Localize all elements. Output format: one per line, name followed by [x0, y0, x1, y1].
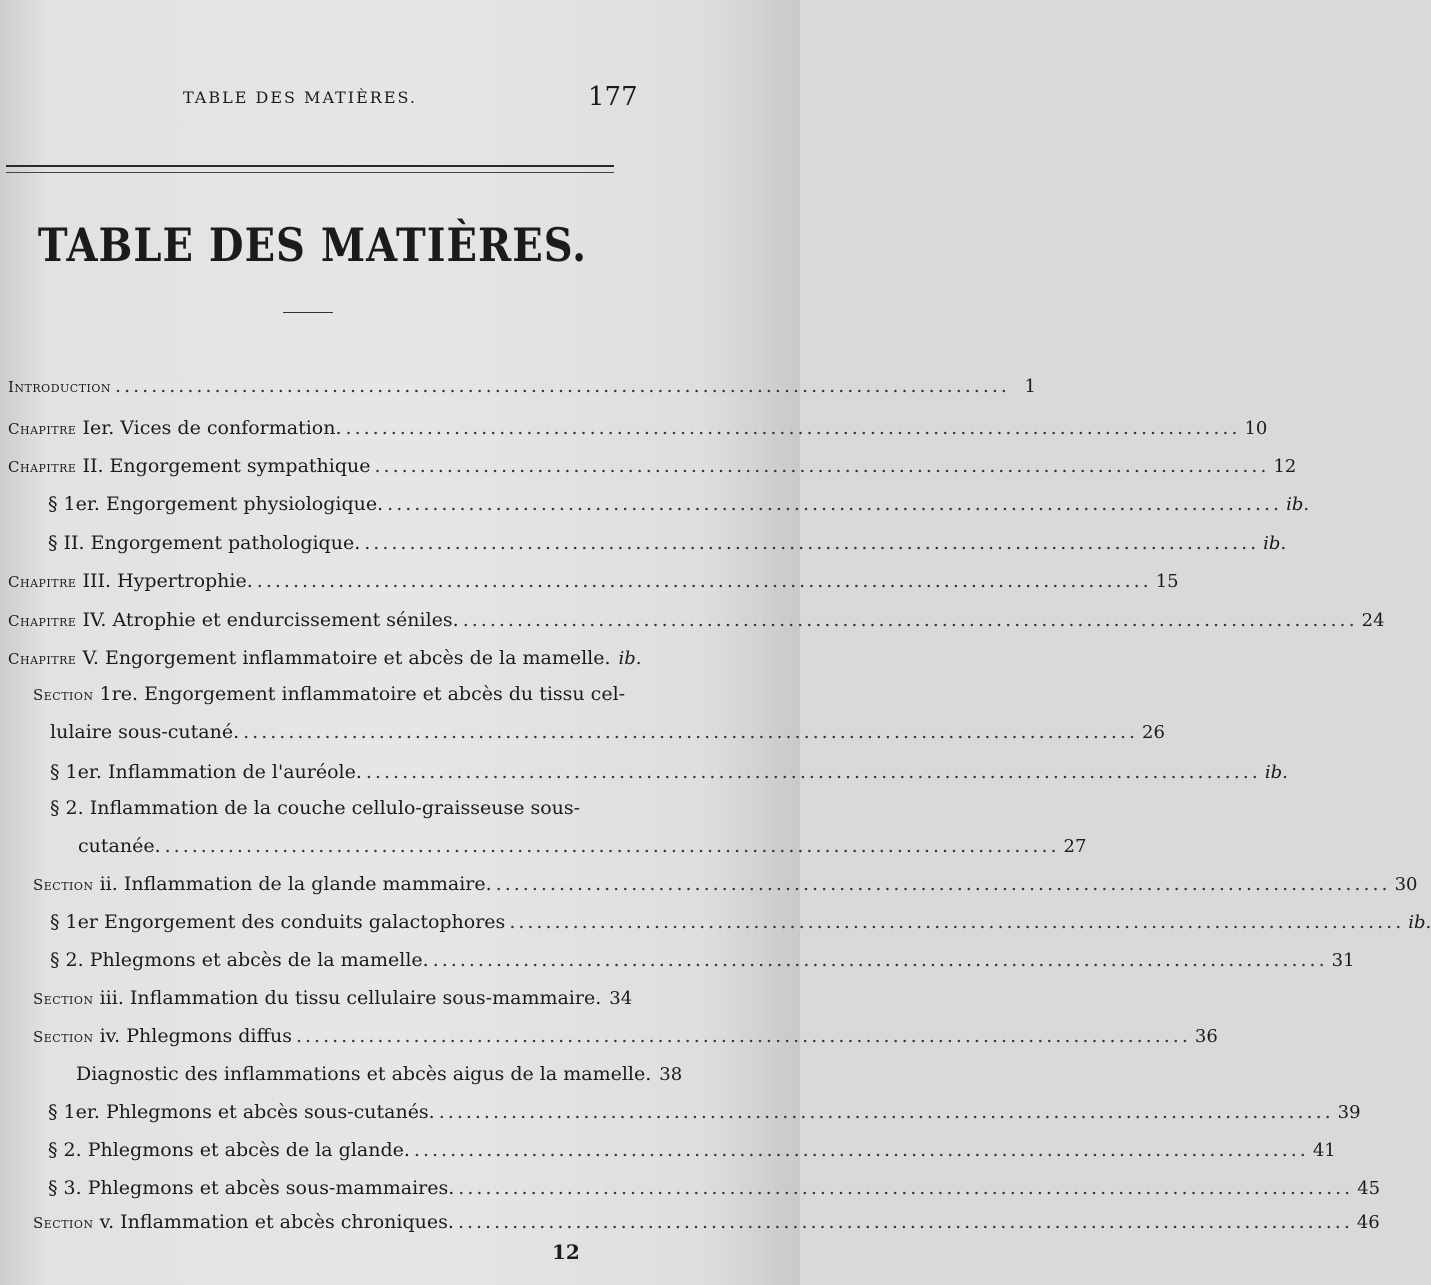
page-number: 177: [588, 82, 638, 112]
dot-leader: ...................................................................................................: [462, 609, 1358, 631]
toc-entry: [48, 532, 1287, 554]
entry-lead: Introduction: [8, 378, 112, 396]
dot-leader: ...................................................................................................: [387, 493, 1283, 515]
toc-entry: [48, 1101, 1361, 1123]
entry-text: § 1er. Inflammation de l'auréole.: [50, 761, 362, 783]
entry-text: cutanée.: [78, 835, 161, 857]
entry-text: 1re. Engorgement inflammatoire et abcès du tissu cel-: [99, 683, 626, 705]
entry-text: § 2. Phlegmons et abcès de la glande.: [48, 1139, 410, 1161]
dot-leader: ...................................................................................................: [256, 570, 1152, 592]
running-title: TABLE DES MATIÈRES.: [183, 88, 417, 107]
entry-text: Ier. Vices de conformation.: [82, 417, 342, 439]
toc-entry: [33, 1025, 1218, 1047]
dot-leader: ...................................................................................................: [364, 532, 1260, 554]
entry-text: V. Engorgement inflammatoire et abcès de la mamelle.: [82, 647, 611, 669]
toc-entry: [33, 1211, 1380, 1233]
toc-entry: [78, 835, 1087, 857]
entry-page: 36: [1194, 1026, 1218, 1047]
dot-leader: ...................................................................................................: [458, 1177, 1354, 1199]
dot-leader: ...................................................................................................: [432, 949, 1328, 971]
entry-page: ib.: [1264, 762, 1288, 783]
entry-text: § 1er. Engorgement physiologique.: [48, 493, 384, 515]
dot-leader: ...................................................................................................: [509, 911, 1405, 933]
entry-text: iv. Phlegmons diffus: [99, 1025, 292, 1047]
entry-page: 45: [1357, 1178, 1381, 1199]
toc-entry: [33, 683, 625, 705]
entry-page: ib.: [1263, 533, 1287, 554]
header-rule: [6, 165, 614, 167]
entry-lead: Chapitre: [8, 612, 77, 630]
toc-entry: [8, 417, 1268, 439]
entry-page: 1: [1024, 376, 1036, 397]
dot-leader: ...................................................................................................: [365, 761, 1261, 783]
toc-entry: [33, 873, 1418, 895]
entry-text: III. Hypertrophie.: [82, 570, 253, 592]
title-rule: [283, 312, 333, 313]
toc-entry: [76, 1063, 683, 1085]
dot-leader: ...................................................................................................: [374, 455, 1270, 477]
toc-entry: [48, 493, 1310, 515]
entry-lead: Chapitre: [8, 420, 77, 438]
entry-text: § 2. Phlegmons et abcès de la mamelle.: [50, 949, 429, 971]
toc-entry: [8, 647, 642, 669]
toc-entry: [33, 987, 633, 1009]
entry-text: § II. Engorgement pathologique.: [48, 532, 361, 554]
entry-text: § 1er. Phlegmons et abcès sous-cutanés.: [48, 1101, 435, 1123]
entry-lead: Chapitre: [8, 458, 77, 476]
dot-leader: ...................................................................................................: [495, 873, 1391, 895]
entry-text: Diagnostic des inflammations et abcès aigus de la mamelle.: [76, 1063, 652, 1085]
toc-entry: [50, 761, 1288, 783]
page-title: TABLE DES MATIÈRES.: [37, 218, 588, 273]
toc-entry: [8, 570, 1179, 592]
entry-text: lulaire sous-cutané.: [50, 721, 240, 743]
entry-page: 38: [659, 1064, 683, 1085]
dot-leader: ...................................................................................................: [295, 1025, 1191, 1047]
entry-text: II. Engorgement sympathique: [82, 455, 371, 477]
dot-leader: ...................................................................................................: [438, 1101, 1334, 1123]
toc-entry: [50, 797, 580, 819]
entry-page: ib.: [1408, 912, 1431, 933]
dot-leader: ...................................................................................................: [115, 375, 1010, 397]
toc-entry: [50, 721, 1165, 743]
entry-page: 30: [1394, 874, 1418, 895]
entry-lead: Section: [33, 876, 94, 894]
dot-leader: ...................................................................................................: [345, 417, 1241, 439]
entry-text: IV. Atrophie et endurcissement séniles.: [82, 609, 459, 631]
toc-entry: [8, 375, 1036, 397]
entry-lead: Chapitre: [8, 650, 77, 668]
entry-page: ib.: [1286, 494, 1310, 515]
signature-mark: 12: [552, 1240, 580, 1264]
entry-text: ii. Inflammation de la glande mammaire.: [99, 873, 492, 895]
toc-entry: [50, 949, 1355, 971]
entry-page: 26: [1142, 722, 1165, 743]
running-header: [0, 82, 800, 118]
toc-entry: [8, 609, 1385, 631]
toc-entry: [8, 455, 1297, 477]
dot-leader: ...................................................................................................: [413, 1139, 1309, 1161]
entry-lead: Chapitre: [8, 573, 77, 591]
entry-page: 41: [1312, 1140, 1336, 1161]
entry-page: ib.: [618, 648, 642, 669]
toc-entry: [48, 1177, 1381, 1199]
entry-text: § 1er Engorgement des conduits galactophores: [50, 911, 506, 933]
entry-page: 12: [1273, 456, 1297, 477]
entry-page: 34: [609, 988, 633, 1009]
toc-entry: [48, 1139, 1336, 1161]
entry-text: iii. Inflammation du tissu cellulaire sous-mammaire.: [99, 987, 602, 1009]
entry-lead: Section: [33, 686, 94, 704]
entry-text: § 2. Inflammation de la couche cellulo-graisseuse sous-: [50, 797, 581, 819]
entry-page: 27: [1063, 836, 1087, 857]
dot-leader: ...................................................................................................: [457, 1211, 1353, 1233]
entry-page: 10: [1244, 418, 1268, 439]
entry-text: v. Inflammation et abcès chroniques.: [99, 1211, 454, 1233]
entry-text: § 3. Phlegmons et abcès sous-mammaires.: [48, 1177, 455, 1199]
entry-page: 31: [1331, 950, 1355, 971]
dot-leader: ...................................................................................................: [243, 721, 1139, 743]
entry-lead: Section: [33, 1028, 94, 1046]
entry-lead: Section: [33, 990, 94, 1008]
entry-lead: Section: [33, 1214, 94, 1232]
entry-page: 24: [1361, 610, 1385, 631]
entry-page: 15: [1155, 571, 1179, 592]
dot-leader: ...................................................................................................: [164, 835, 1060, 857]
entry-page: 39: [1337, 1102, 1361, 1123]
toc-entry: [50, 911, 1431, 933]
entry-page: 46: [1356, 1212, 1380, 1233]
